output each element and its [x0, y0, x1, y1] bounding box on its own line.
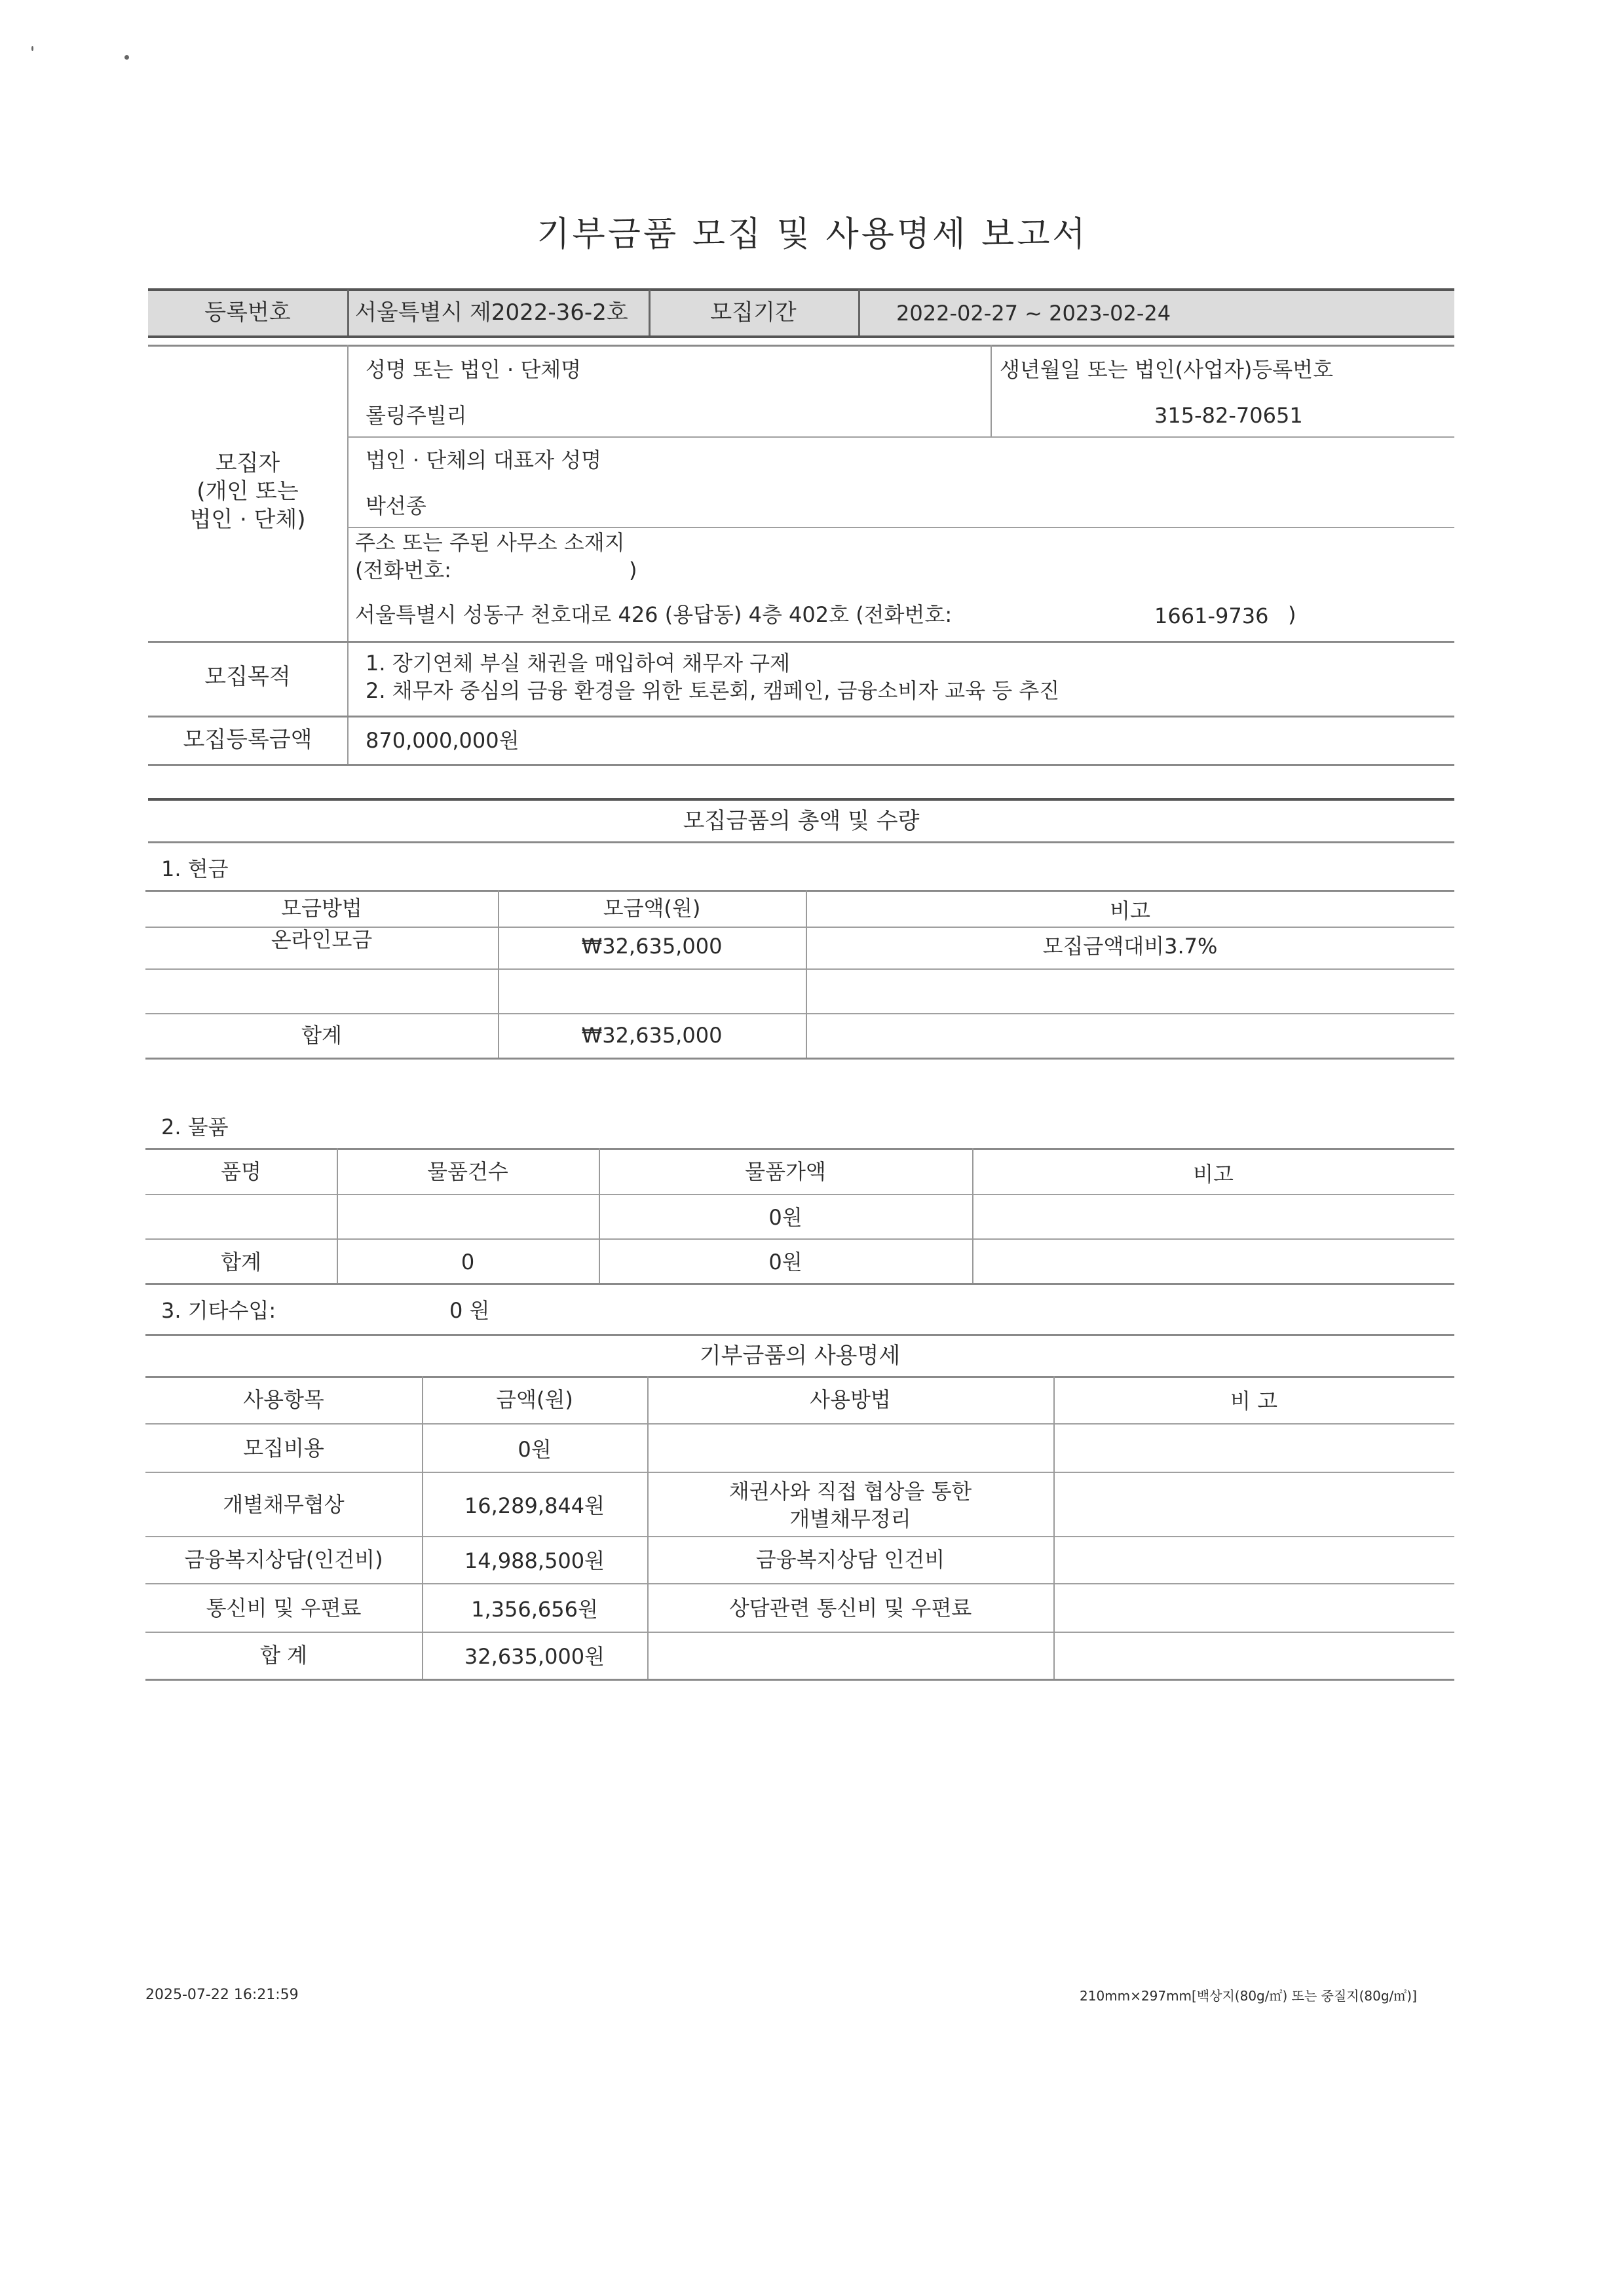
usage-row-method: 금융복지상담 인건비: [755, 1547, 945, 1572]
usage-row-amount: 14,988,500원: [464, 1548, 605, 1573]
goods-total-label: 합계: [221, 1250, 261, 1274]
summary-title: 모집금품의 총액 및 수량: [683, 808, 920, 834]
organizer-id-label: 생년월일 또는 법인(사업자)등록번호: [1000, 357, 1333, 382]
cash-row-method: 온라인모금: [271, 927, 373, 952]
address-close: ): [1288, 602, 1296, 627]
other-income-value: 0 원: [449, 1298, 490, 1323]
usage-row-item: 통신비 및 우편료: [206, 1596, 362, 1620]
cash-row-note: 모집금액대비3.7%: [1042, 934, 1218, 959]
cash-heading: 1. 현금: [161, 856, 229, 881]
scan-speck: [31, 46, 33, 51]
period-value: 2022-02-27 ~ 2023-02-24: [896, 301, 1171, 326]
organizer-name-value: 롤링주빌리: [366, 403, 467, 428]
registration-number-label: 등록번호: [204, 299, 291, 326]
period-label: 모집기간: [710, 299, 797, 326]
usage-row-amount: 16,289,844원: [464, 1493, 605, 1518]
usage-row-method: 상담관련 통신비 및 우편료: [728, 1596, 972, 1620]
usage-row-item: 금융복지상담(인건비): [184, 1547, 383, 1572]
usage-row-item: 모집비용: [243, 1436, 324, 1461]
usage-col-method: 사용방법: [810, 1387, 891, 1412]
address-label: 주소 또는 주된 사무소 소재지: [355, 530, 625, 555]
usage-col-amount: 금액(원): [496, 1387, 573, 1412]
other-income-label: 3. 기타수입:: [161, 1298, 276, 1323]
phone-label: (전화번호:: [355, 558, 451, 583]
page-title: 기부금품 모집 및 사용명세 보고서: [537, 215, 1088, 254]
usage-row-method-line2: 개별채무정리: [789, 1506, 911, 1531]
organizer-id-value: 315-82-70651: [1154, 403, 1303, 428]
purpose-line-1: 1. 장기연체 부실 채권을 매입하여 채무자 구제: [366, 651, 790, 676]
cash-row-amount: ₩32,635,000: [581, 934, 723, 959]
cash-col-note: 비고: [1110, 898, 1150, 923]
usage-row-method-line1: 채권사와 직접 협상을 통한: [728, 1479, 972, 1504]
representative-value: 박선종: [366, 493, 426, 518]
goods-total-value: 0원: [768, 1250, 803, 1274]
goods-col-name: 품명: [221, 1159, 261, 1184]
usage-row-item: 개별채무협상: [223, 1492, 345, 1517]
organizer-label-line2: (개인 또는: [197, 478, 299, 505]
goods-col-count: 물품건수: [427, 1159, 508, 1184]
usage-col-item: 사용항목: [243, 1387, 324, 1412]
usage-row-amount: 1,356,656원: [471, 1597, 598, 1622]
target-amount-value: 870,000,000원: [366, 728, 519, 753]
target-amount-label: 모집등록금액: [183, 727, 312, 753]
registration-number-value: 서울특별시 제2022-36-2호: [355, 299, 628, 326]
organizer-label-line3: 법인 · 단체): [189, 507, 306, 533]
scan-speck: [124, 55, 129, 60]
usage-total-label: 합 계: [260, 1643, 307, 1668]
purpose-line-2: 2. 채무자 중심의 금융 환경을 위한 토론회, 캠페인, 금융소비자 교육 등 추진: [366, 678, 1060, 703]
cash-col-amount: 모금액(원): [603, 896, 701, 921]
phone-value: 1661-9736: [1154, 603, 1269, 628]
purpose-label: 모집목적: [204, 664, 291, 690]
phone-label-close: ): [629, 558, 637, 583]
print-timestamp: 2025-07-22 16:21:59: [145, 1987, 299, 2003]
goods-heading: 2. 물품: [161, 1115, 229, 1139]
cash-total-label: 합계: [301, 1023, 342, 1048]
goods-row-value: 0원: [768, 1205, 803, 1230]
paper-spec: 210mm×297mm[백상지(80g/㎡) 또는 중질지(80g/㎡)]: [1080, 1988, 1417, 2004]
cash-col-method: 모금방법: [281, 896, 362, 921]
goods-col-value: 물품가액: [745, 1159, 826, 1184]
usage-row-amount: 0원: [518, 1437, 552, 1462]
usage-title: 기부금품의 사용명세: [699, 1343, 901, 1369]
representative-label: 법인 · 단체의 대표자 성명: [366, 448, 601, 472]
cash-total-amount: ₩32,635,000: [581, 1023, 723, 1048]
goods-col-note: 비고: [1193, 1162, 1234, 1187]
usage-total-amount: 32,635,000원: [464, 1644, 605, 1669]
organizer-name-label: 성명 또는 법인 · 단체명: [366, 357, 582, 382]
usage-col-note: 비 고: [1230, 1388, 1277, 1413]
address-value: 서울특별시 성동구 천호대로 426 (용답동) 4층 402호 (전화번호:: [355, 602, 953, 627]
organizer-label-line1: 모집자: [215, 450, 280, 476]
goods-total-count: 0: [461, 1250, 475, 1274]
